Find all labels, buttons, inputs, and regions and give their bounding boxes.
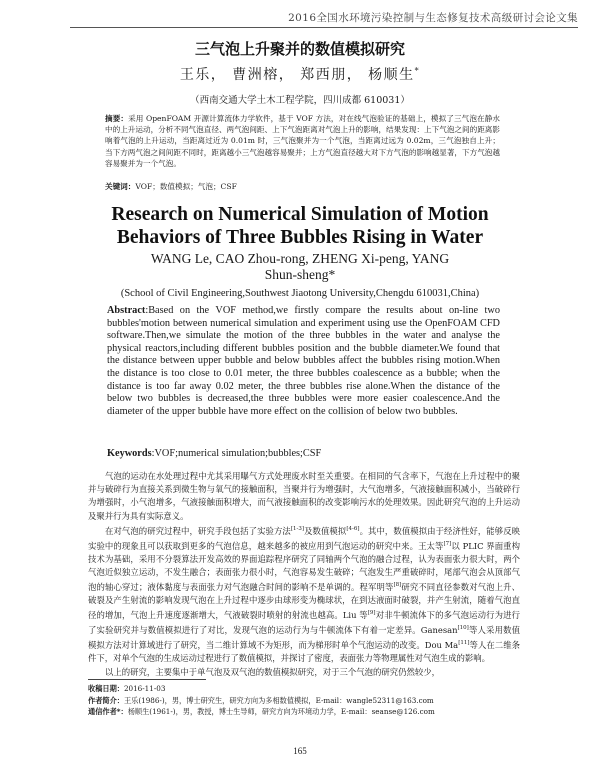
footnote-corresponding xyxy=(88,706,528,718)
body-p2-text: 在对气泡的研究过程中，研究手段包括了实验方法 xyxy=(105,525,291,536)
authors-cn xyxy=(0,64,600,84)
footnote-received xyxy=(88,683,528,695)
citation-ref: [9] xyxy=(367,610,376,617)
body-p2-text: 对非牛顿流体下的多气泡运动行为进行了实验研究并与数值模拟进行了对比，发现气泡的运动行为与牛顿流体下有着一定差异。Ganesan xyxy=(88,610,521,636)
running-header: 2016全国水环境污染控制与生态修复技术高级研讨会论文集 xyxy=(288,12,578,24)
body-p2-text: 研究不同直径参数对气泡上升、破裂及产生射流的影响发现气泡在上升过程中逐步由球形变为椭球状，在到达液面时破裂，并产生射流，随着气泡直径的增加，气泡上升速度逐渐增大，气液破裂时喷射的射流也越高。Liu 等 xyxy=(88,582,521,621)
footnote-received-label: 收稿日期： xyxy=(88,684,124,693)
citation-ref: [8] xyxy=(393,582,402,589)
body-paragraph-1: 气泡的运动在水处理过程中尤其采用曝气方式处理废水时至关重要。在相同的气含率下，气泡在上升过程中的聚并与破碎行为直接关系到微生物与氧气的接触面积，当聚并行为增强时，大气泡增多，气液接触面积减小，当破碎行为增强时，小气泡增多，气液接触面积增大，而气液接触面积的改变影响污水的处理效果。因此研究气泡的上升运动及聚并行为具有实际意义。 xyxy=(88,471,520,521)
body-paragraph-2 xyxy=(88,523,520,666)
page-number: 165 xyxy=(293,746,307,756)
abstract-cn xyxy=(105,113,500,169)
keywords-cn-label: 关键词： xyxy=(105,182,136,191)
body-p2-text: 及数值模拟 xyxy=(304,525,347,536)
body-p2-text: 等人采用数值模拟方法对计算域进行了研究，当二维计算域不为矩形，而为梯形时单个气泡运动的改变。Dou Ma xyxy=(88,625,521,651)
citation-ref: [10] xyxy=(457,625,469,632)
header-rule xyxy=(70,27,578,28)
citation-ref: [1-3] xyxy=(290,525,305,532)
authors-en: WANG Le, CAO Zhou-rong, ZHENG Xi-peng, YANG Shun-sheng* xyxy=(150,251,450,282)
footnote-author xyxy=(88,695,528,707)
footnote-corr-label: 通信作者*： xyxy=(88,707,128,716)
title-cn: 三气泡上升聚并的数值模拟研究 xyxy=(194,40,405,58)
affiliation-cn: （西南交通大学土木工程学院，四川成都 610031） xyxy=(190,95,410,106)
body-p2-text: 等人在二维条件下，对单个气泡的生成运动过程进行了数值模拟，并探讨了密度，表面张力等物理属性对气泡生成的影响。 xyxy=(88,640,520,664)
keywords-cn xyxy=(105,181,500,192)
abstract-en xyxy=(107,305,500,418)
footnote-rule xyxy=(88,679,206,680)
footnotes xyxy=(88,683,528,718)
abstract-cn-text: 采用 OpenFOAM 开源计算流体力学软件，基于 VOF 方法，对在线气泡验证的基础上，模拟了三气泡在静水中的上升运动，分析不同气泡直径、两气泡间距、上下气泡距离对气泡上升的影响，结果发现：上下气泡之间的距离影响着气泡的上升运动，当距离过近为 0.01m 时，三气泡聚并为一个气泡，当距离过远为 0.02m，三气泡独自上升；当下方两气泡之间间距不同时，距离越小三气泡越容易聚并；上方气泡直径越大对下方气泡的影响越显著，下方气泡越容易聚并为一个气泡。 xyxy=(105,114,500,168)
body-p2-text: 。其中，数值模拟由于经济性好，能够反映实验中的现象且可以获取到更多的气泡信息，越来越多的被应用到气泡运动的研究中来。王太等 xyxy=(88,525,521,551)
body-text xyxy=(88,470,520,679)
corresponding-mark: * xyxy=(414,66,421,76)
keywords-en-text: :VOF;numerical simulation;bubbles;CSF xyxy=(151,448,322,459)
body-p2-text: 以 PLIC 界面重构技术为基础，采用不分裂算法开发高效的界面追踪程序研究了同轴两个气泡的融合过程，认为表面张力很大时，两个气泡近似独立运动，不发生融合；表面张力很小时，气泡容易发生破碎；气泡发生严重破碎时，尾部气泡会从顶部气泡的轴心穿过；液体黏度与表面张力对气泡融合时间的影响不是单调的。程军明等 xyxy=(88,540,520,593)
keywords-en-label: Keywords xyxy=(107,448,152,459)
footnote-corr-text: 杨顺生(1961-)，男，教授，博士生导师，研究方向为环境动力学，E-mail：seanse@126.com xyxy=(127,707,435,716)
title-en: Research on Numerical Simulation of Motion Behaviors of Three Bubbles Rising in Water xyxy=(111,204,489,248)
citation-ref: [7] xyxy=(443,540,452,547)
authors-cn-names: 王乐， 曹洲榕， 郑西朋， 杨顺生 xyxy=(179,67,415,83)
citation-ref: [11] xyxy=(458,640,470,647)
body-paragraph-3: 以上的研究，主要集中于单气泡及双气泡的数值模拟研究，对于三个气泡的研究仍然较少， xyxy=(105,666,440,677)
citation-ref: [4-6] xyxy=(346,525,360,532)
affiliation-en: (School of Civil Engineering,Southwest Jiaotong University,Chengdu 610031,China) xyxy=(120,288,480,299)
abstract-en-label: Abstract xyxy=(107,305,146,316)
footnote-author-text: 王乐(1986-)，男，博士研究生，研究方向为多相数值模拟，E-mail：wangle52311@163.com xyxy=(123,695,434,705)
footnote-received-date: 2016-11-03 xyxy=(123,684,166,693)
abstract-cn-label: 摘要： xyxy=(105,114,129,123)
abstract-en-text: :Based on the VOF method,we firstly compare the results about on-line two bubbles'motion between numerical simulation and experiment using use the OpenFOAM CFD software.Then,we simulate the motion of the three bubbles in the water and analyse the physical reactors,including different bubbles position and the bubble diameter.We found that the distance between upper bubble and below bubbles affect the bubbles rising motion.When the distance is too close to 0.01 meter, the three bubbles coalescence as a bubble; when the distance is too far away 0.02 meter, the three bubbles rise alone.When the distance of the below two bubbles is decreased,the three bubbles were more easier coalescence.And the diameter of the upper bubble have more effect on the collision of below two bubbles. xyxy=(107,305,500,417)
keywords-cn-text: VOF；数值模拟；气泡；CSF xyxy=(135,182,237,191)
keywords-en xyxy=(107,448,500,459)
footnote-author-label: 作者简介： xyxy=(88,695,124,705)
